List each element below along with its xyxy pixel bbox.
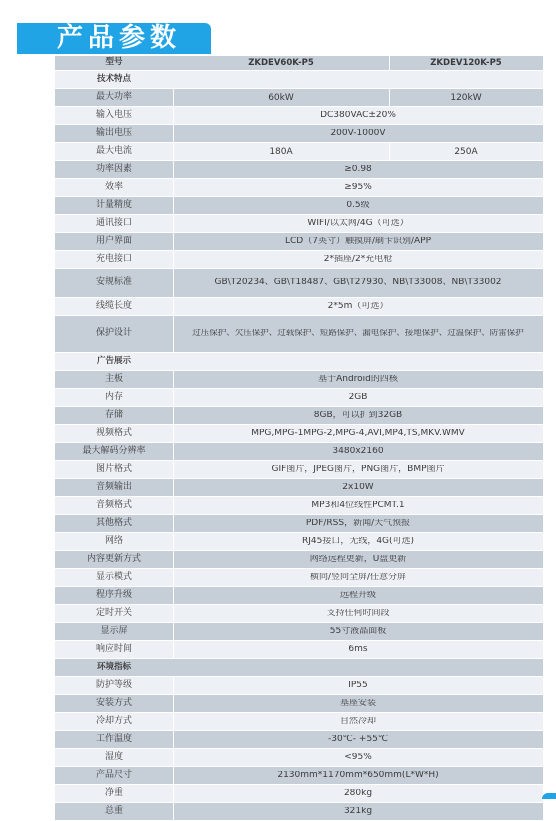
table-row	[55, 479, 543, 497]
row-value: 2x10W	[342, 482, 374, 492]
table-row	[55, 161, 543, 179]
table-row	[55, 569, 543, 587]
row-value: 网络远程更新，U盘更新	[309, 554, 407, 564]
table-row	[55, 316, 543, 353]
row-value: ≥0.98	[344, 164, 372, 174]
row-value: GIF图片，JPEG图片，PNG图片，BMP图片	[271, 464, 445, 474]
table-row	[55, 197, 543, 215]
row-value: 2130mm*1170mm*650mm(L*W*H)	[277, 770, 439, 780]
row-label: 工作温度	[95, 733, 132, 744]
row-label: 显示屏	[100, 625, 128, 636]
row-label: 存储	[104, 409, 123, 420]
row-value: 支持任何时间段	[326, 608, 390, 618]
row-value: 280kg	[343, 788, 373, 798]
table-row	[55, 677, 543, 695]
row-value: 基于Android的四核	[318, 374, 398, 384]
table-row	[55, 461, 543, 479]
header-model-a: ZKDEV60K-P5	[248, 58, 314, 68]
row-value: GB\T20234、GB\T18487、GB\T27930、NB\T33008、NB\T33002	[214, 278, 502, 288]
table-row	[55, 551, 543, 569]
row-value: -30℃- +55℃	[327, 734, 389, 744]
table-row	[55, 298, 543, 316]
table-row	[55, 713, 543, 731]
row-value: 2GB	[348, 392, 368, 402]
table-row	[55, 515, 543, 533]
table-row	[55, 695, 543, 713]
table-row	[55, 251, 543, 269]
row-label: 充电接口	[95, 253, 132, 264]
table-row	[55, 389, 543, 407]
row-value: DC380VAC±20%	[320, 110, 396, 120]
table-row	[55, 233, 543, 251]
table-row	[55, 605, 543, 623]
row-value: 2*插座/2*充电枪	[323, 254, 393, 264]
row-label: 音频格式	[95, 499, 132, 510]
table-row	[55, 443, 543, 461]
row-label: 其他格式	[95, 517, 132, 528]
row-value: 基座安装	[339, 698, 376, 708]
row-label: 通讯接口	[95, 217, 132, 228]
page-title: 产品参数	[57, 23, 182, 53]
row-value: 自然冷却	[339, 716, 376, 726]
row-value: WIFI/以太网/4G（可选）	[307, 218, 409, 228]
row-label: 线缆长度	[95, 300, 132, 311]
section-ads	[55, 353, 543, 371]
row-label: 计量精度	[95, 199, 132, 210]
row-value: 55寸液晶面板	[329, 626, 387, 636]
row-value: 321kg	[343, 806, 373, 816]
row-value: RJ45接口，无线，4G(可选)	[301, 536, 415, 546]
row-label: 保护设计	[95, 328, 132, 339]
row-label: 冷却方式	[95, 715, 132, 726]
row-label: 湿度	[104, 751, 123, 762]
row-label: 安装方式	[95, 697, 132, 708]
row-value: <95%	[344, 752, 372, 762]
row-value-a: 60kW	[268, 92, 294, 103]
table-row	[55, 425, 543, 443]
row-value: LCD（7英寸）触摸屏/刷卡识别/APP	[284, 236, 432, 246]
row-label: 输出电压	[95, 127, 132, 138]
table-row	[55, 803, 543, 821]
row-label: 效率	[104, 181, 123, 192]
table-row	[55, 371, 543, 389]
table-row	[55, 107, 543, 125]
row-value: 远程升级	[339, 590, 376, 600]
row-value: IP55	[348, 680, 368, 690]
row-label: 内存	[104, 391, 123, 402]
header-label: 型号	[105, 57, 123, 68]
section-label: 环境指标	[96, 661, 131, 672]
row-label: 产品尺寸	[95, 769, 132, 780]
row-label: 主板	[104, 373, 123, 384]
row-label: 防护等级	[95, 679, 132, 690]
section-tech	[55, 71, 543, 89]
row-value-a: 180A	[269, 146, 293, 157]
row-label: 净重	[104, 787, 123, 798]
section-env	[55, 659, 543, 677]
table-row	[55, 785, 543, 803]
header-model-b: ZKDEV120K-P5	[430, 58, 502, 68]
row-value-b: 250A	[454, 146, 478, 157]
table-row	[55, 125, 543, 143]
row-value: 3480x2160	[332, 446, 384, 456]
row-value: 0.5级	[346, 200, 370, 210]
table-row	[55, 749, 543, 767]
row-label: 网络	[104, 535, 123, 546]
section-label: 广告展示	[96, 355, 131, 366]
section-label: 技术特点	[96, 73, 131, 84]
row-label: 输入电压	[95, 109, 132, 120]
row-label: 显示模式	[95, 571, 132, 582]
row-label: 功率因素	[95, 163, 132, 174]
row-label: 图片格式	[95, 463, 132, 474]
row-label: 程序升级	[95, 589, 132, 600]
table-row	[55, 533, 543, 551]
row-value: PDF/RSS，新闻/天气预报	[305, 518, 411, 528]
table-row	[55, 623, 543, 641]
row-value: MP3和4位线性PCMT.1	[311, 500, 405, 510]
table-row	[55, 767, 543, 785]
row-label: 最大电流	[95, 145, 132, 156]
row-value: 8GB，可以扩到32GB	[313, 410, 403, 420]
row-value-b: 120kW	[450, 92, 482, 103]
row-label: 响应时间	[95, 643, 132, 654]
table-row	[55, 89, 543, 107]
table-row	[55, 143, 543, 161]
table-row	[55, 269, 543, 298]
table-row	[55, 179, 543, 197]
table-header-row	[55, 56, 543, 71]
row-value: 6ms	[348, 644, 368, 654]
row-label: 总重	[104, 805, 123, 816]
row-label: 视频格式	[95, 427, 132, 438]
table-row	[55, 215, 543, 233]
row-label: 内容更新方式	[86, 553, 141, 564]
row-label: 安规标准	[95, 277, 132, 288]
table-row	[55, 587, 543, 605]
row-label: 定时开关	[95, 607, 132, 618]
spec-table	[55, 56, 543, 821]
row-label: 用户界面	[95, 235, 132, 246]
row-value: 200V-1000V	[330, 128, 386, 138]
table-row	[55, 641, 543, 659]
table-row	[55, 497, 543, 515]
row-value: 过压保护、欠压保护、过载保护、短路保护、漏电保护、接地保护、过温保护、防雷保护	[192, 329, 524, 339]
row-value: MPG,MPG-1MPG-2,MPG-4,AVI,MP4,TS,MKV.WMV	[251, 428, 465, 438]
row-value: 横向/竖向全屏/任意分屏	[309, 572, 407, 582]
table-row	[55, 407, 543, 425]
corner-accent	[542, 793, 556, 799]
row-value: 2*5m（可选）	[327, 301, 389, 311]
row-label: 音频输出	[95, 481, 132, 492]
title-banner	[17, 23, 211, 54]
table-row	[55, 731, 543, 749]
row-label: 最大解码分辨率	[82, 445, 146, 456]
row-label: 最大功率	[95, 91, 132, 102]
row-value: ≥95%	[344, 182, 372, 192]
